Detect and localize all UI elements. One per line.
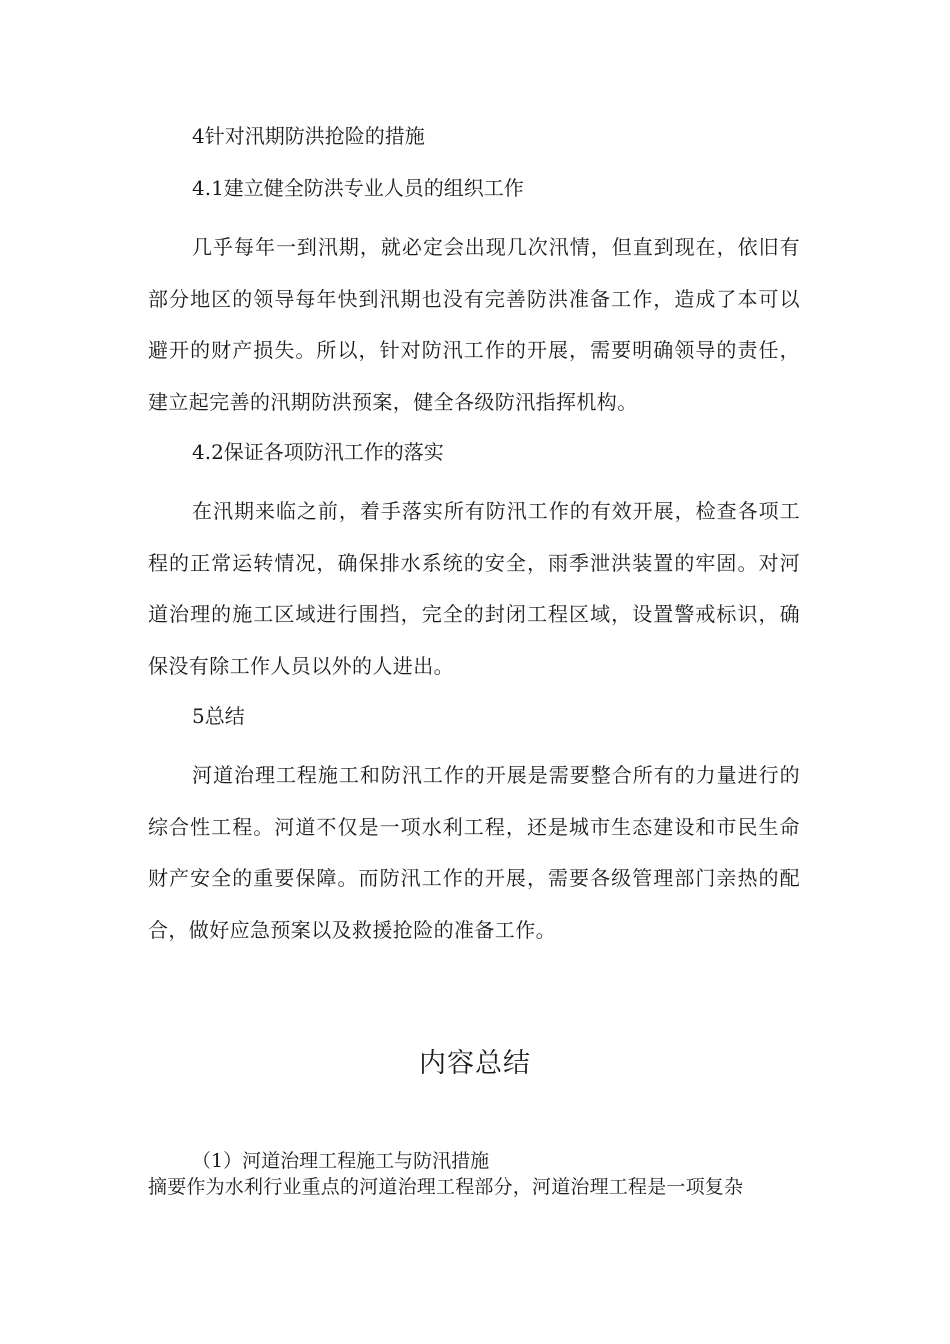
section-4-heading: 4针对汛期防洪抢险的措施 <box>192 124 425 148</box>
section-5-heading: 5总结 <box>192 704 245 728</box>
summary-item-heading: （1）河道治理工程施工与防汛措施 <box>192 1150 490 1172</box>
summary-item <box>148 1148 808 1200</box>
section-4-2-heading: 4.2保证各项防汛工作的落实 <box>192 440 444 464</box>
section-4-1-paragraph: 几乎每年一到汛期，就必定会出现几次汛情，但直到现在，依旧有部分地区的领导每年快到汛期也没有完善防洪准备工作，造成了本可以避开的财产损失。所以，针对防汛工作的开展，需要明确领导的责任，建立起完善的汛期防洪预案，健全各级防汛指挥机构。 <box>148 235 800 414</box>
summary-title: 内容总结 <box>419 1048 531 1079</box>
section-4-2-paragraph: 在汛期来临之前，着手落实所有防汛工作的有效开展，检查各项工程的正常运转情况，确保排水系统的安全，雨季泄洪装置的牢固。对河道治理的施工区域进行围挡，完全的封闭工程区域，设置警戒标识，确保没有除工作人员以外的人进出。 <box>148 499 800 678</box>
document-body <box>148 118 800 956</box>
summary-item-text: 摘要作为水利行业重点的河道治理工程部分，河道治理工程是一项复杂 <box>148 1176 744 1198</box>
section-4-1-heading: 4.1建立健全防洪专业人员的组织工作 <box>192 176 524 200</box>
section-5-paragraph: 河道治理工程施工和防汛工作的开展是需要整合所有的力量进行的综合性工程。河道不仅是一项水利工程，还是城市生态建设和市民生命财产安全的重要保障。而防汛工作的开展，需要各级管理部门亲热的配合，做好应急预案以及救援抢险的准备工作。 <box>148 763 800 942</box>
